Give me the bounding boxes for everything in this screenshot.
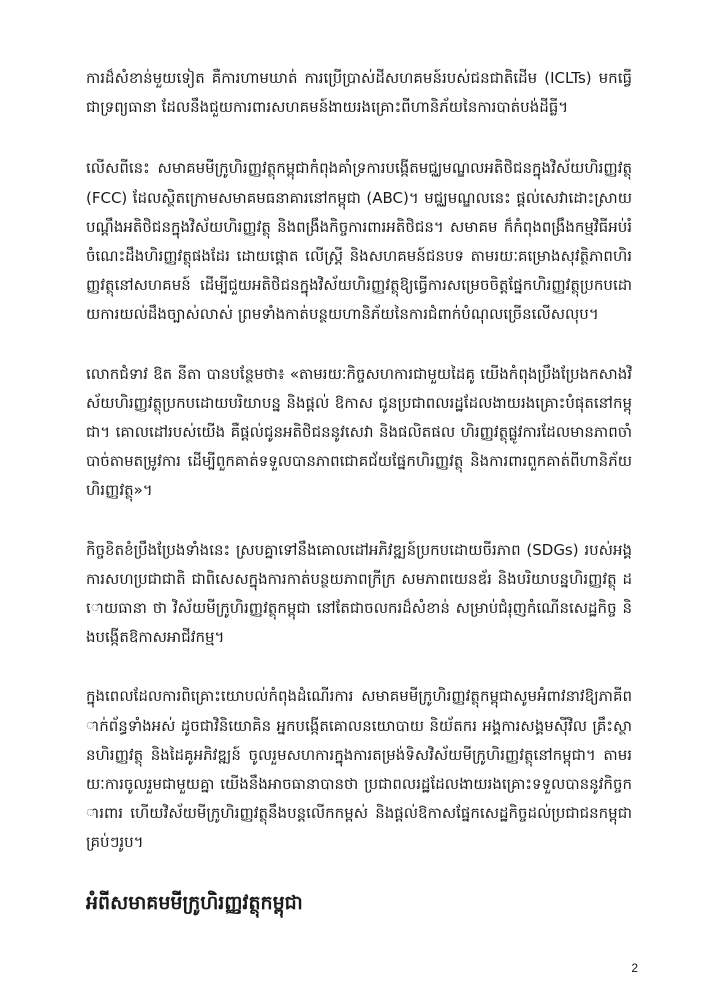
paragraph-land-collateral: ការដ៏សំខាន់មួយទៀត គឺការហាមឃាត់ ការប្រើប្រាស់ដីសហគមន៍របស់ជនជាតិដើម (ICLTs) មកធ្វើជាទ្រព្យធានា ដែលនឹងជួយការពារសហគមន៍ងាយរងគ្រោះពីហានិភ័យនៃការបាត់បង់ដីធ្លី។ [86,69,632,117]
section-heading: អំពីសមាគមមីក្រូហិរញ្ញវត្ថុកម្ពុជា [86,891,303,914]
paragraph-quote: លោកជំទាវ ឱត នីតា បានបន្ថែមថា៖ «តាមរយៈកិច្ចសហការជាមួយដៃគូ យើងកំពុងប្រឹងប្រែងកសាងវិស័យហិរញ្ញវត្ថុប្រកបដោយបរិយាបន្ន និងផ្តល់ ឱកាស ជូនប្រជាពលរដ្ឋដែលងាយរងគ្រោះបំផុតនៅកម្ពុជា។ គោលដៅរបស់យើង គឺផ្តល់ជូនអតិថិជននូវសេវា និងផលិតផល ហិរញ្ញវត្ថុផ្លូវការដែលមានភាពចាំបាច់តាមតម្រូវការ ដើម្បីពួកគាត់ទទួលបានភាពជោគជ័យផ្នែកហិរញ្ញវត្ថុ និងការពារពួកគាត់ពីហានិភ័យហិរញ្ញវត្ថុ»។ [86,364,632,500]
paragraph-sdgs: កិច្ចខិតខំប្រឹងប្រែងទាំងនេះ ស្របគ្នាទៅនឹងគោលដៅអភិវឌ្ឍន៍ប្រកបដោយចីរភាព (SDGs) របស់អង្គការសហប្រជាជាតិ ជាពិសេសក្នុងការកាត់បន្ថយភាពក្រីក្រ សមភាពយេនឌ័រ និងបរិយាបន្នហិរញ្ញវត្ថុ ដោយធានា ថា វិស័យមីក្រូហិរញ្ញវត្ថុកម្ពុជា នៅតែជាចលករដ៏សំខាន់ សម្រាប់ជំរុញកំណើនសេដ្ឋកិច្ច និងបង្កើតឱកាសអាជីវកម្ម។ [86,540,632,647]
paragraph-call-to-action: ក្នុងពេលដែលការពិគ្រោះយោបល់កំពុងដំណើរការ សមាគមមីក្រូហិរញ្ញវត្ថុកម្ពុជាសូមអំពាវនាវឱ្យភាគីពាក់ព័ន្ធទាំងអស់ ដូចជាវិនិយោគិន អ្នកបង្កើតគោលនយោបាយ និយ័តករ អង្គការសង្គមស៊ីវិល គ្រឹះស្ថានហិរញ្ញវត្ថុ និងដៃគូអភិវឌ្ឍន៍ ចូលរួមសហការក្នុងការតម្រង់ទិសវិស័យមីក្រូហិរញ្ញវត្ថុនៅកម្ពុជា។ តាមរយៈការចូលរួមជាមួយគ្នា យើងនឹងអាចធានាបានថា ប្រជាពលរដ្ឋដែលងាយរងគ្រោះទទួលបាននូវកិច្ចការពារ ហើយវិស័យមីក្រូហិរញ្ញវត្ថុនឹងបន្តលើកកម្ពស់ និងផ្តល់ឱកាសផ្នែកសេដ្ឋកិច្ចដល់ប្រជាជនកម្ពុជាគ្រប់ៗរូប។ [86,687,632,852]
paragraph-financial-consumer-center: លើសពីនេះ សមាគមមីក្រូហិរញ្ញវត្ថុកម្ពុជាកំពុងគាំទ្រការបង្កើតមជ្ឈមណ្ឌលអតិថិជនក្នុងវិស័យហិរញ្ញវត្ថុ (FCC) ដែលស្ថិតក្រោមសមាគមធនាគារនៅកម្ពុជា (ABC)។ មជ្ឈមណ្ឌលនេះ ផ្តល់សេវាដោះស្រាយបណ្តឹងអតិថិជនក្នុងវិស័យហិរញ្ញវត្ថុ និងពង្រឹងកិច្ចការពារអតិថិជន។ សមាគម ក៏កំពុងពង្រឹងកម្មវិធីអប់រំចំណេះដឹងហិរញ្ញវត្ថុផងដែរ ដោយផ្តោត លើស្ត្រី និងសហគមន៍ជនបទ តាមរយៈគម្រោងសុវត្ថិភាពហិរញ្ញវត្ថុនៅសហគមន៍ ដើម្បីជួយអតិថិជនក្នុងវិស័យហិរញ្ញវត្ថុឱ្យធ្វើការសម្រេចចិត្តផ្នែកហិរញ្ញវត្ថុប្រកបដោយការយល់ដឹងច្បាស់លាស់ ព្រមទាំងកាត់បន្ថយហានិភ័យនៃការជំពាក់បំណុលច្រើនលើសលុប។ [86,159,632,324]
page-number: 2 [631,961,638,975]
document-body [86,64,632,918]
